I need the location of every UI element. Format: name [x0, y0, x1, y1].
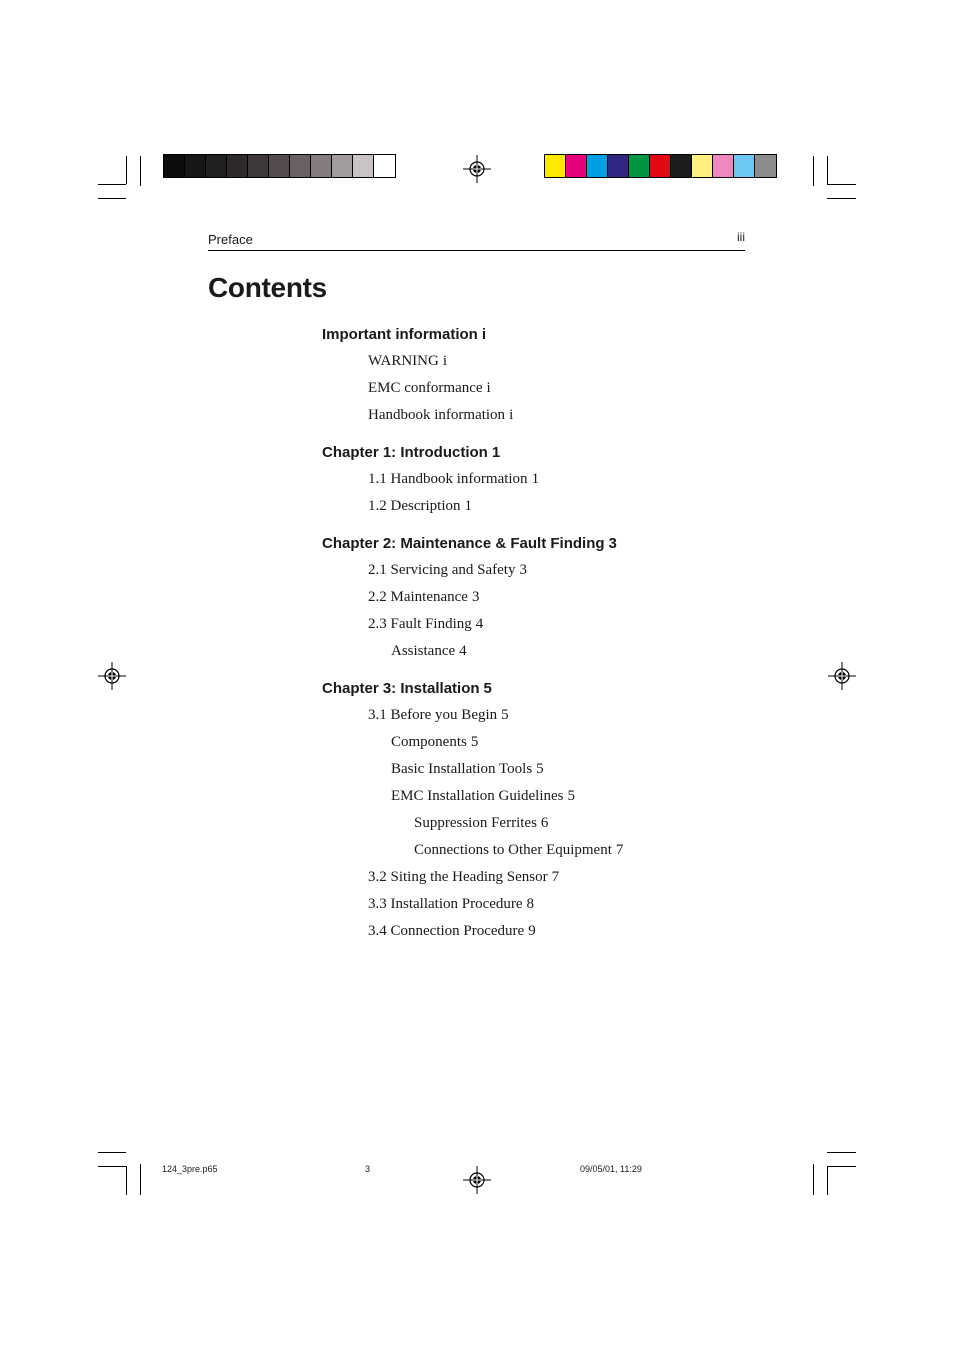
- crop-mark-top-right-h: [827, 184, 856, 185]
- crop-mark-top-right-h2: [827, 198, 856, 199]
- crop-mark-top-right-v: [813, 156, 814, 186]
- color-swatch: [608, 155, 629, 177]
- color-swatch: [734, 155, 755, 177]
- toc-entry-label: Important information: [322, 326, 478, 343]
- toc-entry-label: 3.4 Connection Procedure: [368, 923, 525, 939]
- toc-entry-label: 2.3 Fault Finding: [368, 616, 472, 632]
- toc-entry-label: Handbook information: [368, 407, 506, 423]
- registration-mark-icon-left: [98, 662, 126, 690]
- toc-entry-page: 4: [475, 616, 484, 632]
- toc-entry-label: Chapter 1: Introduction: [322, 444, 488, 461]
- toc-entry-label: 3.1 Before you Begin: [368, 707, 498, 723]
- toc-entry-page: 5: [536, 761, 544, 777]
- toc-entry-label: 2.1 Servicing and Safety: [368, 562, 516, 578]
- footer-sheet-number: 3: [365, 1164, 371, 1174]
- toc-entry-label: EMC Installation Guidelines: [391, 788, 564, 804]
- color-swatch: [227, 155, 248, 177]
- toc-entry-page: 5: [501, 707, 509, 723]
- color-swatch: [269, 155, 290, 177]
- toc-entry-label: Components: [391, 734, 467, 750]
- toc-entry-label: WARNING: [368, 353, 439, 369]
- crop-mark-top-left-v: [126, 156, 127, 184]
- toc-entry-page: 5: [470, 734, 479, 750]
- toc-entry-label: Basic Installation Tools: [391, 761, 533, 777]
- crop-mark-bottom-left-v: [126, 1166, 127, 1195]
- color-swatch: [290, 155, 311, 177]
- color-swatch: [353, 155, 374, 177]
- toc-entry-page: 8: [526, 896, 535, 912]
- toc-entry-label: Connections to Other Equipment: [414, 842, 612, 858]
- header-rule: [208, 250, 745, 251]
- toc-entry-page: i: [481, 326, 486, 343]
- crop-mark-top-left-h: [98, 184, 126, 185]
- toc-entry-label: 1.2 Description: [368, 498, 461, 514]
- color-swatch: [755, 155, 776, 177]
- color-swatch: [629, 155, 650, 177]
- color-swatch: [566, 155, 587, 177]
- crop-mark-bottom-left-h: [98, 1152, 126, 1153]
- color-swatch: [545, 155, 566, 177]
- registration-mark-icon-right: [828, 662, 856, 690]
- registration-mark-icon-top: [463, 155, 491, 183]
- toc-entry-label: 3.3 Installation Procedure: [368, 896, 523, 912]
- toc-entry-page: 3: [471, 589, 480, 605]
- toc-entry-page: 1: [491, 444, 501, 461]
- color-swatch: [692, 155, 713, 177]
- toc-entry-page: 3: [608, 535, 617, 552]
- color-swatch: [713, 155, 734, 177]
- color-swatch: [164, 155, 185, 177]
- toc-entry-page: 5: [567, 788, 575, 804]
- crop-mark-bottom-right-v: [813, 1164, 814, 1195]
- toc-entry-label: Chapter 3: Installation: [322, 680, 480, 697]
- toc-entry-label: Assistance: [391, 643, 456, 659]
- toc-entry-label: 2.2 Maintenance: [368, 589, 468, 605]
- crop-mark-bottom-left-v2: [140, 1164, 141, 1195]
- page-number: iii: [737, 230, 745, 244]
- crop-mark-bottom-right-h: [827, 1152, 856, 1153]
- color-swatch: [374, 155, 395, 177]
- toc-entry-label: EMC conformance: [368, 380, 483, 396]
- color-swatch: [311, 155, 332, 177]
- toc-entry-page: 7: [551, 869, 560, 885]
- crop-mark-bottom-left-h2: [98, 1166, 126, 1167]
- color-swatch: [650, 155, 671, 177]
- registration-mark-icon-bottom: [463, 1166, 491, 1194]
- running-head: Preface: [208, 232, 253, 247]
- crop-mark-bottom-right-v2: [827, 1166, 828, 1195]
- color-swatch: [332, 155, 353, 177]
- toc-entry-label: 1.1 Handbook information: [368, 471, 528, 487]
- toc-entry-page: 1: [531, 471, 540, 487]
- toc-entry-page: 6: [540, 815, 549, 831]
- footer-date-time: 09/05/01, 11:29: [580, 1164, 642, 1174]
- color-swatch: [206, 155, 227, 177]
- page-title: Contents: [208, 272, 327, 303]
- toc-entry-page: 9: [528, 923, 536, 939]
- crop-mark-top-right-v2: [827, 156, 828, 184]
- color-swatch: [185, 155, 206, 177]
- color-swatch: [248, 155, 269, 177]
- toc-entry-page: 4: [459, 643, 467, 659]
- color-swatch: [587, 155, 608, 177]
- color-control-bar: [544, 154, 777, 178]
- toc-entry-page: 7: [615, 842, 624, 858]
- toc-entry-page: i: [509, 407, 514, 423]
- toc-entry-label: Suppression Ferrites: [414, 815, 537, 831]
- toc-entry-label: 3.2 Siting the Heading Sensor: [368, 869, 548, 885]
- crop-mark-top-left-v2: [140, 156, 141, 186]
- toc-entry-page: 3: [519, 562, 527, 578]
- toc-entry-page: i: [486, 380, 491, 396]
- footer-file-name: 124_3pre.p65: [162, 1164, 218, 1174]
- crop-mark-top-left-h2: [98, 198, 126, 199]
- toc-entry-page: i: [442, 353, 447, 369]
- crop-mark-bottom-right-h2: [827, 1166, 856, 1167]
- toc-entry-page: 1: [464, 498, 472, 514]
- color-swatch: [671, 155, 692, 177]
- toc-entry-page: 5: [483, 680, 492, 697]
- toc-entry-label: Chapter 2: Maintenance & Fault Finding: [322, 535, 605, 552]
- grayscale-control-bar: [163, 154, 396, 178]
